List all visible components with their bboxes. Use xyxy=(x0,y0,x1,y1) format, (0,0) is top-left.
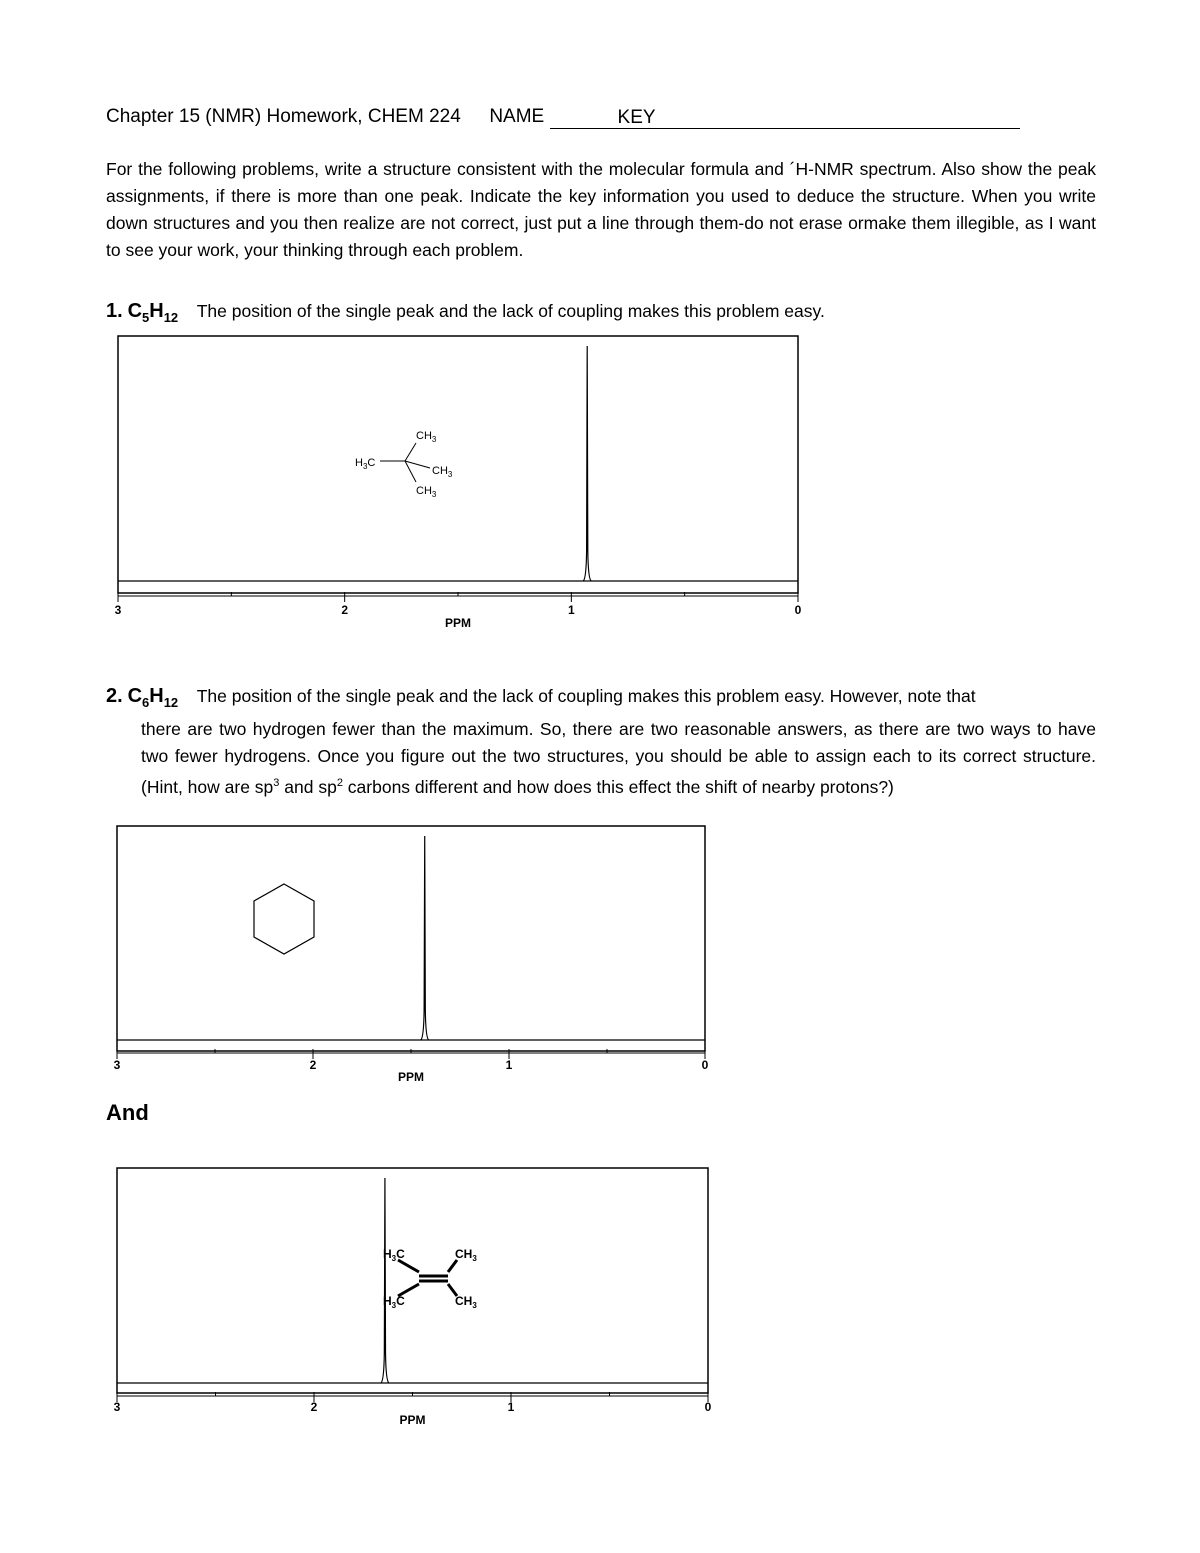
problem-text-first: The position of the single peak and the lack of coupling makes this problem easy. However, note that xyxy=(196,686,976,706)
x-axis-label: PPM xyxy=(397,1070,425,1084)
tick-label: 1 xyxy=(507,1400,515,1414)
tick-label: 2 xyxy=(341,603,349,617)
tetramethylethylene-structure xyxy=(398,1260,457,1296)
h3c-label-top-left: $H_3C$ xyxy=(383,1247,405,1263)
tick-label: 2 xyxy=(309,1058,317,1072)
h3c-label-bottom-left: $H_3C$ xyxy=(383,1294,405,1310)
x-axis-label: PPM xyxy=(444,616,472,630)
and-label: And xyxy=(106,1100,149,1125)
tick-label: 3 xyxy=(113,1400,121,1414)
ch3-label-bottom-right: $CH_3$ xyxy=(455,1294,477,1310)
page-title: Chapter 15 (NMR) Homework, CHEM 224 xyxy=(106,106,461,127)
ch3-label-top-right: $CH_3$ xyxy=(455,1247,477,1263)
tick-label: 1 xyxy=(567,603,575,617)
tick-label: 0 xyxy=(794,603,802,617)
nmr-peak xyxy=(381,1178,389,1383)
problem-text: The position of the single peak and the lack of coupling makes this problem easy. xyxy=(196,301,825,321)
ppm-axis xyxy=(114,1178,712,1427)
ch3-label-bottom: $CH_3$ xyxy=(416,485,437,499)
problem-number: 1. xyxy=(106,300,123,322)
problem-number: 2. xyxy=(106,685,123,707)
instructions-paragraph: For the following problems, write a structure consistent with the molecular formula and ´H-NMR spectrum. Also show the peak assignments, if there is more than one peak. Indicate the key information you used to deduce the structure. When you write down structures and you then realize are not correct, just put a line through them-do not erase ormake them illegible, as I want to see your work, your thinking through each problem. xyxy=(106,159,1096,260)
tick-label: 3 xyxy=(113,1058,121,1072)
name-label: NAME xyxy=(489,106,545,127)
tick-label: 0 xyxy=(704,1400,712,1414)
x-axis-label: PPM xyxy=(399,1413,426,1427)
molecular-formula: $C_6H_{12}$ xyxy=(127,685,179,710)
problem-text-rest: there are two hydrogen fewer than the maximum. So, there are two reasonable answers, as there are two ways to have two fewer hydrogens. Once you figure out the two structures, you should be able to assign each to its correct structure. (Hint, how are $sp^3$ and $sp^2$ carbons different and how does this effect the shift of nearby protons?) xyxy=(141,719,1096,797)
spectrum-frame xyxy=(117,1168,708,1393)
ch3-label-top: $CH_3$ xyxy=(416,430,437,444)
name-value: KEY xyxy=(617,107,656,128)
molecular-formula: $C_5H_{12}$ xyxy=(127,300,179,325)
tick-label: 0 xyxy=(701,1058,709,1072)
ch3-label-right: $CH_3$ xyxy=(432,465,453,479)
h3c-label-left: $H_3C$ xyxy=(355,457,376,471)
tick-label: 3 xyxy=(114,603,122,617)
tick-label: 2 xyxy=(310,1400,318,1414)
tick-label: 1 xyxy=(505,1058,513,1072)
